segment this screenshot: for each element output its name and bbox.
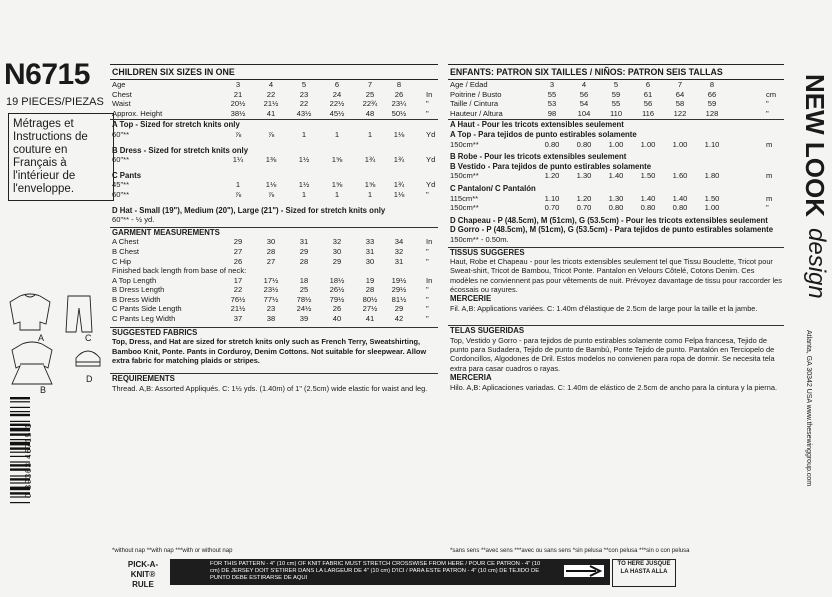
illus-label-b: B <box>40 385 47 395</box>
en-garment-value: 31 <box>365 246 375 256</box>
fr-yardage-value: 1.00 <box>640 139 656 149</box>
pick-a-knit-text: FOR THIS PATTERN - 4" (10 cm) OF KNIT FABRIC MUST STRETCH CROSSWISE FROM HERE / POUR CE PATRON - 4" (10 cm) DE JERSEY DOIT S'ETIRER DANS LA LARGEUR DE 4" (10 cm) D'ICI / PARA ESTE PATRON - 4" (10 cm) DE TEJIDO DE PUNTO DEBE ESTIRARSE DE AQUI <box>210 561 541 581</box>
fr-sizes-label: Age / Edad <box>450 80 488 89</box>
en-length-value: 38 <box>266 314 276 324</box>
dress-b-sketch <box>12 342 52 384</box>
en-yardage-value: 1 <box>334 189 340 199</box>
fr-body-value: 58 <box>675 99 685 109</box>
en-body-value: 50½ <box>391 108 407 118</box>
en-length-value: 40 <box>332 314 342 324</box>
en-size-header: 7 <box>367 80 373 89</box>
en-yardage-value: 1½ <box>298 180 310 190</box>
fr-title: ENFANTS: PATRON SIX TAILLES / NIÑOS: PATRON SEIS TALLAS <box>448 64 784 80</box>
fr-tissus-title: TISSUS SUGGERES <box>450 247 525 257</box>
fr-yardage-heading: B Vestido - Para tejidos de punto estirables solamente <box>450 161 652 171</box>
fr-size-header: 4 <box>581 80 587 89</box>
en-yardage-value: 1¾ <box>393 155 405 165</box>
fr-body-row <box>448 109 784 119</box>
en-length-row <box>110 314 438 324</box>
fr-sizes-row <box>448 80 784 90</box>
pick-a-knit-label: PICK-A-KNIT® RULE <box>127 560 159 589</box>
en-garment-value: 27 <box>233 246 243 256</box>
en-garment-value: 31 <box>394 256 404 266</box>
fr-yardage-value: 1.60 <box>672 171 688 181</box>
en-yardage-label: 60"** <box>112 189 130 199</box>
fr-mercerie-text: Fil. A,B: Applications variées. C: 1.40m d'élastique de 2.5cm de large pour la taille et la jambe. <box>450 303 758 313</box>
en-garment-value: 29 <box>299 246 309 256</box>
en-garment-unit: In <box>426 237 433 247</box>
fr-yardage-label: 115cm** <box>450 193 479 203</box>
en-yardage-value: 1½ <box>298 155 310 165</box>
en-yardage-value: 1⅝ <box>331 155 343 165</box>
en-requirements-title: REQUIREMENTS <box>112 374 175 384</box>
fr-yardage-value: 0.80 <box>544 139 560 149</box>
fr-yardage-row <box>448 194 784 204</box>
en-length-label: B Dress Width <box>112 294 161 304</box>
pieces-count: 19 PIECES/PIEZAS <box>6 96 104 108</box>
fr-body-unit: " <box>766 108 769 118</box>
en-yardage-heading: C Pants <box>112 170 142 180</box>
fr-body-value: 56 <box>643 99 653 109</box>
fr-body-value: 54 <box>579 99 589 109</box>
fr-size-header: 3 <box>549 80 555 89</box>
en-length-value: 29 <box>394 304 404 314</box>
en-requirements-text: Thread. A,B: Assorted Appliqués. C: 1½ yds. (1.40m) of 1" (2.5cm) wide elastic for waist and leg. <box>112 383 428 393</box>
en-garment-unit: " <box>426 246 429 256</box>
fr-yardage-value: 1.10 <box>544 193 560 203</box>
en-length-value: 41 <box>365 314 375 324</box>
en-yardage-value: 1⅛ <box>393 129 405 139</box>
en-length-value: 37 <box>233 314 243 324</box>
fr-yardage-value: 1.30 <box>576 171 592 181</box>
en-body-unit: " <box>426 99 429 109</box>
fr-body-value: 110 <box>609 108 623 118</box>
en-length-value: 26½ <box>329 285 345 295</box>
en-length-value: 42 <box>394 314 404 324</box>
publisher-address: Atlanta, GA 30342 USA www.thesewinggroup.com <box>805 330 812 487</box>
en-garment-value: 32 <box>332 237 342 247</box>
fr-yardage-value: 1.40 <box>608 171 624 181</box>
en-garment-value: 26 <box>233 256 243 266</box>
en-yardage-value: 1⅝ <box>364 180 376 190</box>
en-length-unit: " <box>426 294 429 304</box>
en-length-value: 29½ <box>391 285 407 295</box>
en-body-value: 23 <box>299 89 309 99</box>
en-garment-value: 30 <box>365 256 375 266</box>
fr-yardage-label: 150cm** <box>450 139 479 149</box>
en-size-header: 3 <box>235 80 241 89</box>
en-yardage-value: 1 <box>301 189 307 199</box>
fr-body-row <box>448 99 784 109</box>
fr-body-value: 56 <box>579 89 589 99</box>
brand-logo: NEW LOOK <box>800 74 830 217</box>
en-yardage-value: ⅞ <box>234 129 242 139</box>
en-yardage-row <box>110 130 438 140</box>
en-yardage-value: 1¾ <box>364 155 376 165</box>
en-length-row <box>110 304 438 314</box>
en-body-row <box>110 90 438 100</box>
en-fabrics-title: SUGGESTED FABRICS <box>112 327 198 337</box>
en-yardage-value: 1 <box>301 129 307 139</box>
fr-body-label: Taille / Cintura <box>450 99 499 109</box>
fr-mercerie-title: MERCERIE <box>450 294 492 304</box>
french-instructions-box: Métrages et Instructions de couture en Français à l'intérieur de l'enveloppe. <box>8 113 114 201</box>
en-body-value: 21 <box>233 89 243 99</box>
en-length-value: 76½ <box>230 294 246 304</box>
en-length-label: A Top Length <box>112 275 157 285</box>
fr-body-value: 55 <box>547 89 557 99</box>
en-body-value: 22½ <box>329 99 345 109</box>
en-length-value: 22 <box>233 285 243 295</box>
en-body-value: 20½ <box>230 99 246 109</box>
fr-yardage-value: 1.30 <box>608 193 624 203</box>
fr-yardage-label: 150cm** <box>450 171 479 181</box>
fr-body-value: 61 <box>643 89 653 99</box>
en-yardage-value: ⅞ <box>267 189 275 199</box>
fr-yardage-heading: C Pantalon/ C Pantalón <box>450 183 536 193</box>
en-yardage-value: 1⅜ <box>265 155 277 165</box>
en-body-value: 23¼ <box>391 99 407 109</box>
en-sizes-label: Age <box>112 80 126 89</box>
fr-body-value: 59 <box>611 89 621 99</box>
en-yardage-value: ⅞ <box>267 129 275 139</box>
en-title: CHILDREN SIX SIZES IN ONE <box>110 64 438 80</box>
fr-body-value: 98 <box>547 108 557 118</box>
en-length-value: 24½ <box>296 304 312 314</box>
en-yardage-label: 60"** <box>112 129 130 139</box>
en-yardage-unit: Yd <box>426 180 436 190</box>
french-spanish-column <box>448 64 784 392</box>
en-length-value: 19½ <box>391 275 407 285</box>
en-garment-value: 33 <box>365 237 375 247</box>
en-body-value: 48 <box>365 108 375 118</box>
en-body-value: 22 <box>299 99 309 109</box>
en-length-label: B Dress Length <box>112 285 165 295</box>
en-yardage-value: 1 <box>367 189 373 199</box>
en-body-value: 21½ <box>263 99 279 109</box>
en-length-value: 18½ <box>329 275 345 285</box>
fr-footnote: *sans sens **avec sens ***avec ou sans sens *sin pelusa **con pelusa ***sin o con pelusa <box>450 548 690 554</box>
pattern-number: N6715 <box>4 58 90 91</box>
fr-yardage-value: 0.80 <box>608 203 624 213</box>
en-garment-title: GARMENT MEASUREMENTS <box>112 227 220 237</box>
en-yardage-value: 1¾ <box>393 180 405 190</box>
en-length-value: 80½ <box>362 294 378 304</box>
pick-a-knit-rule-bar <box>170 559 610 585</box>
en-yardage-heading: B Dress - Sized for stretch knits only <box>112 145 249 155</box>
en-length-unit: In <box>426 275 433 285</box>
illus-label-d: D <box>86 374 93 384</box>
en-footnote: *without nap **with nap ***with or without nap <box>112 548 233 554</box>
fr-size-header: 8 <box>709 80 715 89</box>
en-yardage-label: 45"** <box>112 180 130 190</box>
en-length-value: 23 <box>266 304 276 314</box>
fr-yardage-value: 1.40 <box>672 193 688 203</box>
fr-hat-heading: D Gorro - P (48.5cm), M (51cm), G (53.5cm) - Para tejidos de punto estirables solamente <box>450 225 774 235</box>
top-a-sketch <box>10 294 50 330</box>
en-fabrics-text: Top, Dress, and Hat are sized for stretch knits only such as French Terry, Sweatshirting, Bamboo Knit, Ponte. Pants in Corduroy, Denim Cottons. Not suitable for sleepwear. Allow extra fabric for matching plaids or stripes. <box>112 337 427 365</box>
en-length-value: 39 <box>299 314 309 324</box>
en-body-value: 26 <box>394 89 404 99</box>
barcode-digits: 0 39363 46715 1 <box>24 422 33 498</box>
fr-yardage-value: 1.50 <box>640 171 656 181</box>
en-length-row <box>110 276 438 286</box>
en-garment-row <box>110 237 438 247</box>
en-length-value: 78½ <box>296 294 312 304</box>
fr-yardage-unit: m <box>766 193 773 203</box>
en-garment-row <box>110 257 438 267</box>
fr-yardage-value: 0.80 <box>576 139 592 149</box>
fr-body-value: 53 <box>547 99 557 109</box>
en-size-header: 6 <box>334 80 340 89</box>
fr-yardage-heading: B Robe - Pour les tricots extensibles seulement <box>450 152 627 162</box>
en-yardage-row <box>110 180 438 190</box>
en-length-row <box>110 285 438 295</box>
en-yardage-value: 1¼ <box>232 155 244 165</box>
fr-body-unit: cm <box>766 89 777 99</box>
en-garment-label: B Chest <box>112 246 140 256</box>
en-body-label: Waist <box>112 99 131 109</box>
en-finished-note: Finished back length from base of neck: <box>112 266 247 276</box>
fr-yardage-label: 150cm** <box>450 203 479 213</box>
en-garment-unit: " <box>426 256 429 266</box>
en-yardage-unit: Yd <box>426 129 436 139</box>
es-telas-title: TELAS SUGERIDAS <box>450 326 525 336</box>
hat-d-sketch <box>76 351 100 366</box>
brand-sub: design <box>803 228 830 299</box>
en-body-label: Approx. Height <box>112 108 163 118</box>
en-length-value: 28 <box>365 285 375 295</box>
en-body-value: 24 <box>332 89 342 99</box>
en-size-header: 5 <box>301 80 307 89</box>
english-column <box>110 64 438 393</box>
arrow-right-icon <box>564 565 604 577</box>
en-length-value: 17 <box>233 275 243 285</box>
es-telas-text: Top, Vestido y Gorro - para tejidos de punto estirables solamente como Felpa francesa, Tejido de punto para Sudadera, Tejido de punto de Bambú, Ponte Tejido de punto. Pantalón en Terciopelo de Cordoncillos, Algodones de Dril. Estos modelos no convienen para ropa de dormir. Se necesita tela extra para casar cuadros o rayas. <box>450 335 775 373</box>
en-length-value: 23½ <box>263 285 279 295</box>
en-yardage-row <box>110 155 438 165</box>
fr-yardage-unit: m <box>766 139 773 149</box>
en-length-unit: " <box>426 304 429 314</box>
en-garment-value: 32 <box>394 246 404 256</box>
en-length-value: 25 <box>299 285 309 295</box>
fr-yardage-row <box>448 203 784 213</box>
en-yardage-value: 1⅛ <box>393 189 405 199</box>
fr-hat-row: 150cm** - 0.50m. <box>450 234 509 244</box>
en-length-value: 19 <box>365 275 375 285</box>
en-yardage-unit: " <box>426 189 429 199</box>
fr-yardage-heading: A Top - Para tejidos de punto estirables solamente <box>450 129 637 139</box>
en-length-row <box>110 295 438 305</box>
fr-body-value: 55 <box>611 99 621 109</box>
en-yardage-heading: A Top - Sized for stretch knits only <box>112 120 240 130</box>
fr-yardage-value: 1.00 <box>608 139 624 149</box>
fr-yardage-value: 1.50 <box>704 193 720 203</box>
en-size-header: 4 <box>268 80 274 89</box>
en-yardage-value: 1⅝ <box>331 180 343 190</box>
en-body-label: Chest <box>112 89 132 99</box>
pants-c-sketch <box>66 296 92 332</box>
en-garment-value: 31 <box>299 237 309 247</box>
es-merceria-text: Hilo. A,B: Aplicaciones variadas. C: 1.40m de elástico de 2.5cm de ancho para la cintura y la pierna. <box>450 382 778 392</box>
fr-body-unit: " <box>766 99 769 109</box>
fr-size-header: 6 <box>645 80 651 89</box>
en-size-header: 8 <box>396 80 402 89</box>
en-hat-row: 60"** - ½ yd. <box>112 215 155 225</box>
en-body-unit: In <box>426 89 433 99</box>
en-length-value: 21½ <box>230 304 246 314</box>
en-body-value: 25 <box>365 89 375 99</box>
fr-body-value: 128 <box>705 108 719 118</box>
fr-size-header: 7 <box>677 80 683 89</box>
fr-yardage-value: 1.10 <box>704 139 720 149</box>
en-yardage-row <box>110 190 438 200</box>
illus-label-c: C <box>85 333 92 343</box>
fr-body-value: 59 <box>707 99 717 109</box>
en-garment-value: 28 <box>299 256 309 266</box>
fr-yardage-value: 1.00 <box>704 203 720 213</box>
en-length-value: 79½ <box>329 294 345 304</box>
fr-tissus-text: Haut, Robe et Chapeau - pour les tricots extensibles seulement tel que Tissu Bouclette, Tricot pour Sweat-shirt, Tricot de Bambou, Tricot Ponte. Pantalon en Velours Côtelé, Cotons Denim. Ces modèles ne conviennent pas pour vêtements de nuit. Prévoyez davantage de tissu pour raccorder les écossais ou rayures. <box>450 257 782 294</box>
en-garment-label: C Hip <box>112 256 131 266</box>
en-yardage-value: 1 <box>235 180 241 190</box>
en-length-unit: " <box>426 314 429 324</box>
en-body-value: 22¾ <box>362 99 378 109</box>
en-body-value: 22 <box>266 89 276 99</box>
en-sizes-row <box>110 80 438 90</box>
fr-yardage-value: 0.70 <box>576 203 592 213</box>
en-garment-value: 34 <box>394 237 404 247</box>
en-length-unit: " <box>426 285 429 295</box>
en-yardage-value: 1⅛ <box>265 180 277 190</box>
en-length-value: 18 <box>299 275 309 285</box>
fr-yardage-value: 1.20 <box>576 193 592 203</box>
en-body-row <box>110 109 438 119</box>
en-hat-heading: D Hat - Small (19"), Medium (20"), Large (21") - Sized for stretch knits only <box>112 205 386 215</box>
fr-yardage-value: 1.00 <box>672 139 688 149</box>
en-length-value: 81½ <box>391 294 407 304</box>
en-length-value: 26 <box>332 304 342 314</box>
fr-yardage-row <box>448 171 784 181</box>
en-garment-value: 29 <box>332 256 342 266</box>
en-garment-row <box>110 247 438 257</box>
en-yardage-value: 1 <box>334 129 340 139</box>
fr-size-header: 5 <box>613 80 619 89</box>
fr-body-label: Poitrine / Busto <box>450 89 502 99</box>
en-length-label: C Pants Side Length <box>112 304 182 314</box>
en-body-value: 45½ <box>329 108 345 118</box>
en-garment-value: 30 <box>332 246 342 256</box>
en-length-value: 17½ <box>263 275 279 285</box>
en-garment-value: 29 <box>233 237 243 247</box>
en-garment-value: 27 <box>266 256 276 266</box>
fr-yardage-value: 0.80 <box>640 203 656 213</box>
en-body-value: 38½ <box>230 108 246 118</box>
en-yardage-unit: Yd <box>426 155 436 165</box>
en-length-value: 27½ <box>362 304 378 314</box>
illus-label-a: A <box>38 333 45 343</box>
fr-yardage-value: 1.20 <box>544 171 560 181</box>
en-yardage-value: 1 <box>367 129 373 139</box>
en-yardage-label: 60"** <box>112 155 130 165</box>
fr-yardage-unit: " <box>766 203 769 213</box>
fr-yardage-row <box>448 140 784 150</box>
en-body-value: 43½ <box>296 108 312 118</box>
fr-yardage-unit: m <box>766 171 773 181</box>
fr-body-value: 116 <box>641 108 655 118</box>
fr-body-label: Hauteur / Altura <box>450 108 503 118</box>
en-body-unit: " <box>426 108 429 118</box>
fr-yardage-value: 0.70 <box>544 203 560 213</box>
fr-body-row <box>448 90 784 100</box>
en-garment-value: 30 <box>266 237 276 247</box>
fr-yardage-heading: A Haut - Pour les tricots extensibles seulement <box>450 120 624 130</box>
to-here-marker: TO HERE JUSQUE LA HASTA ALLA <box>612 559 676 587</box>
fr-yardage-value: 1.80 <box>704 171 720 181</box>
en-body-value: 41 <box>266 108 276 118</box>
es-merceria-title: MERCERIA <box>450 372 492 382</box>
en-length-value: 77½ <box>263 294 279 304</box>
en-length-label: C Pants Leg Width <box>112 314 176 324</box>
en-garment-label: A Chest <box>112 237 139 247</box>
fr-body-value: 64 <box>675 89 685 99</box>
en-body-row <box>110 99 438 109</box>
fr-hat-heading: D Chapeau - P (48.5cm), M (51cm), G (53.5cm) - Pour les tricots extensibles seulement <box>450 215 768 225</box>
en-yardage-value: ⅞ <box>234 189 242 199</box>
fr-body-value: 122 <box>673 108 687 118</box>
fr-body-value: 104 <box>577 108 591 118</box>
fr-body-value: 66 <box>707 89 717 99</box>
en-garment-value: 28 <box>266 246 276 256</box>
fr-yardage-value: 0.80 <box>672 203 688 213</box>
fr-yardage-value: 1.40 <box>640 193 656 203</box>
